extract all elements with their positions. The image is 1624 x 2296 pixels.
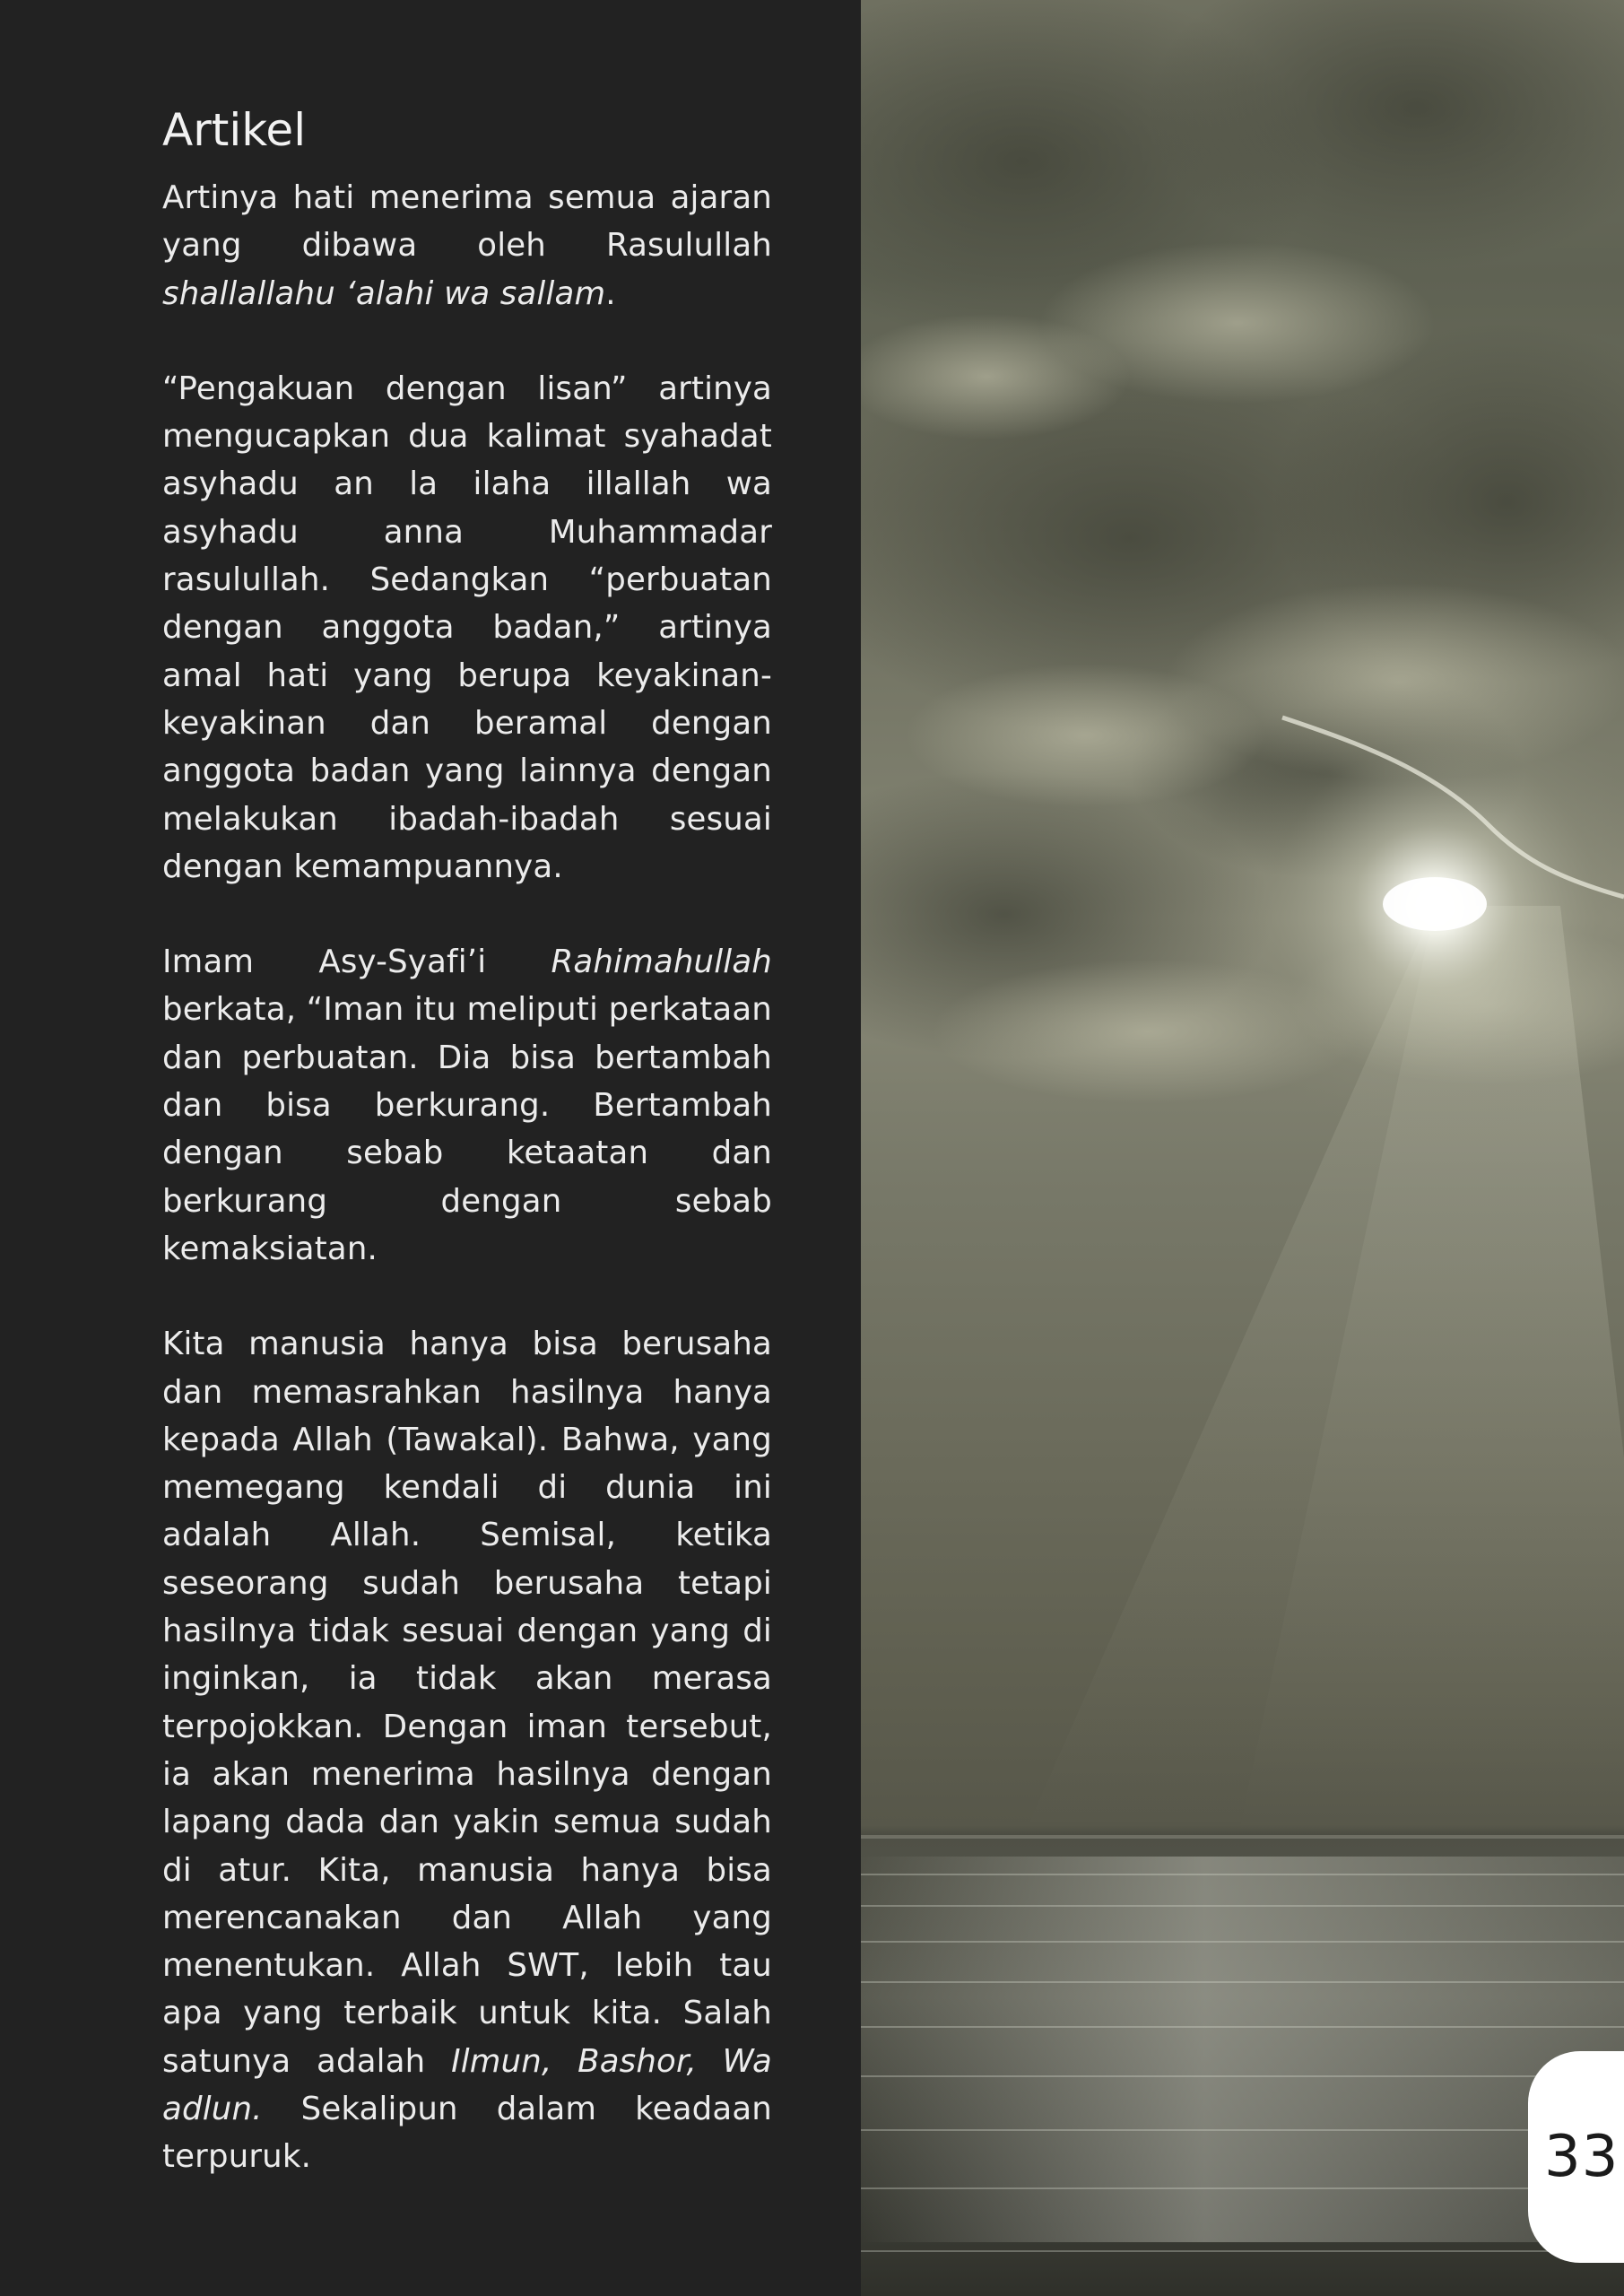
article-paragraph [162,174,772,317]
italic-text: Rahimahullah [551,944,772,981]
italic-text: Ilmun, Bashor, Wa adlun. [162,2042,772,2127]
text-run: Sekalipun dalam keadaan terpuruk. [162,2090,772,2176]
sky-sea-photo [861,0,1624,2296]
article-paragraph [162,938,772,1273]
text-run: Imam Asy-Syafi’i [162,944,551,981]
article-paragraph [162,1320,772,2180]
article-body [162,174,772,2181]
article-paragraph [162,365,772,891]
page-number: 33 [1544,2124,1620,2190]
text-run: Kita manusia hanya bisa berusaha dan memasrahkan hasilnya hanya kepada Allah (Tawakal). Bahwa, yang memegang kendali di dunia ini adalah Allah. Semisal, ketika seseorang sudah berusaha tetapi hasilnya tidak sesuai dengan yang di inginkan, ia tidak akan merasa terpojokkan. Dengan iman tersebut, ia akan menerima hasilnya dengan lapang dada dan yakin semua sudah di atur. Kita, manusia hanya bisa merencanakan dan Allah yang menentukan. Allah SWT, lebih tau apa yang terbaik untuk kita. Salah satunya adalah [162,1326,772,2080]
section-title: Artikel [162,104,307,156]
text-run: “Pengakuan dengan lisan” artinya mengucapkan dua kalimat syahadat asyhadu an la ilaha illallah wa asyhadu anna Muhammadar rasulullah. Sedangkan “perbuatan dengan anggota badan,” artinya amal hati yang berupa keyakinan-keyakinan dan beramal dengan anggota badan yang lainnya dengan melakukan ibadah-ibadah sesuai dengan kemampuannya. [162,370,772,885]
text-run: Artinya hati menerima semua ajaran yang dibawa oleh Rasulullah [162,179,772,265]
italic-text: shallallahu ‘alahi wa sallam [162,274,606,312]
text-run: berkata, “Iman itu meliputi perkataan dan perbuatan. Dia bisa bertambah dan bisa berkurang. Bertambah dengan sebab ketaatan dan berkurang dengan sebab kemaksiatan. [162,991,772,1267]
text-run: . [605,274,616,312]
page-number-tab [1528,2051,1624,2263]
